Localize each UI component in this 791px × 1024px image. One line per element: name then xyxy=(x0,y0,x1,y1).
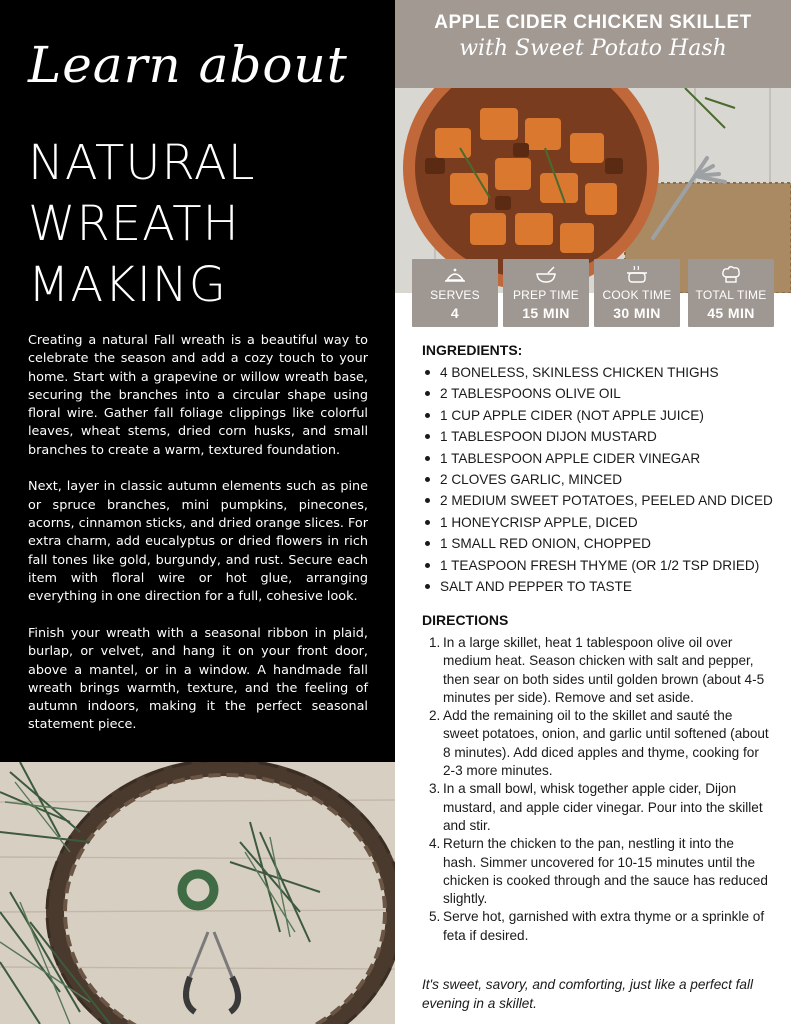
stat-serves xyxy=(412,259,498,327)
recipe-stats xyxy=(412,259,774,327)
mixing-bowl-icon xyxy=(535,265,557,285)
stat-value: 45 MIN xyxy=(707,305,755,321)
stat-value: 30 MIN xyxy=(613,305,661,321)
step-text: Add the remaining oil to the skillet and sauté the sweet potatoes, onion, and garlic until softened (about 8 minutes). Add diced apples and thyme, cooking for 2-3 more minutes. xyxy=(443,708,769,779)
step-text: Return the chicken to the pan, nestling it into the hash. Simmer uncovered for 10-15 minutes until the chicken is cooked through and the sauce has reduced slightly. xyxy=(443,836,768,907)
article-title xyxy=(28,133,255,316)
ingredient-item: 4 BONELESS, SKINLESS CHICKEN THIGHS xyxy=(425,362,775,383)
ingredient-item: 1 TABLESPOON APPLE CIDER VINEGAR xyxy=(425,448,775,469)
stat-label: COOK TIME xyxy=(602,288,672,302)
title-line: WREATH xyxy=(28,196,240,252)
step-number: 4. xyxy=(429,836,441,852)
recipe-title: APPLE CIDER CHICKEN SKILLET xyxy=(434,12,752,33)
article-body xyxy=(28,332,368,753)
ingredient-item: 2 MEDIUM SWEET POTATOES, PEELED AND DICED xyxy=(425,490,775,511)
cooking-pot-icon xyxy=(626,265,648,285)
wreath-illustration xyxy=(0,762,395,1024)
serving-dish-icon xyxy=(444,265,466,285)
wreath-photo xyxy=(0,762,395,1024)
stat-label: TOTAL TIME xyxy=(695,288,767,302)
stat-value: 4 xyxy=(450,305,460,321)
ingredient-item: 1 TABLESPOON DIJON MUSTARD xyxy=(425,426,775,447)
closing-note: It's sweet, savory, and comforting, just like a perfect fall evening in a skillet. xyxy=(422,977,753,1011)
ingredient-item: 1 CUP APPLE CIDER (NOT APPLE JUICE) xyxy=(425,405,775,426)
step-text: In a small bowl, whisk together apple cider, Dijon mustard, and apple cider vinegar. Pour into the skillet and stir. xyxy=(443,781,763,833)
article-paragraph: Creating a natural Fall wreath is a beautiful way to celebrate the season and add a cozy touch to your home. Start with a grapevine or willow wreath base, securing the branches into a circular shape using floral wire. Gather fall foliage clippings like colorful leaves, wheat stems, dried corn husks, and small branches to create a warm, textured foundation. xyxy=(28,333,368,458)
stat-prep-time xyxy=(503,259,589,327)
script-title: Learn about xyxy=(28,36,348,94)
ingredient-item: 1 HONEYCRISP APPLE, DICED xyxy=(425,512,775,533)
directions-list xyxy=(429,634,769,945)
direction-step xyxy=(429,780,769,835)
stat-total-time xyxy=(688,259,774,327)
title-line: NATURAL xyxy=(28,135,256,191)
direction-step xyxy=(429,707,769,780)
stat-value: 15 MIN xyxy=(522,305,570,321)
ingredients-heading: INGREDIENTS: xyxy=(422,342,523,358)
ingredients-list xyxy=(425,362,775,597)
step-text: Serve hot, garnished with extra thyme or a sprinkle of feta if desired. xyxy=(443,909,765,943)
step-text: In a large skillet, heat 1 tablespoon olive oil over medium heat. Season chicken with salt and pepper, then sear on both sides until golden brown (about 4-5 minutes per side). Remove and set aside. xyxy=(443,635,765,705)
stat-cook-time xyxy=(594,259,680,327)
direction-step xyxy=(429,634,769,707)
title-line: MAKING xyxy=(28,257,227,313)
wreath-article-panel xyxy=(0,0,395,1024)
step-number: 3. xyxy=(429,781,441,797)
recipe-header xyxy=(395,0,791,88)
ingredient-item: 1 SMALL RED ONION, CHOPPED xyxy=(425,533,775,554)
direction-step xyxy=(429,835,769,908)
stat-label: SERVES xyxy=(430,288,480,302)
step-number: 2. xyxy=(429,708,441,724)
article-paragraph: Finish your wreath with a seasonal ribbon in plaid, burlap, or velvet, and hang it on your front door, above a mantel, or in a window. A handmade fall wreath brings warmth, texture, and the feeling of autumn indoors, making it the perfect seasonal statement piece. xyxy=(28,625,368,733)
article-paragraph: Next, layer in classic autumn elements such as pine or spruce branches, mini pumpkins, pinecones, acorns, cinnamon sticks, and dried orange slices. For extra charm, add eucalyptus or dried flowers in rich fall tones like gold, burgundy, and rust. Secure each item with floral wire or hot glue, arranging everything in one direction for a full, cohesive look. xyxy=(28,479,369,605)
ingredient-item: SALT AND PEPPER TO TASTE xyxy=(425,576,775,597)
chef-hat-icon xyxy=(720,265,742,285)
step-number: 1. xyxy=(429,635,441,650)
ingredient-item: 1 TEASPOON FRESH THYME (OR 1/2 TSP DRIED) xyxy=(425,555,775,576)
recipe-subtitle: with Sweet Potato Hash xyxy=(459,36,727,61)
step-number: 5. xyxy=(429,909,441,925)
directions-heading: DIRECTIONS xyxy=(422,612,509,628)
ingredient-item: 2 CLOVES GARLIC, MINCED xyxy=(425,469,775,490)
stat-label: PREP TIME xyxy=(512,288,580,302)
ingredient-item: 2 TABLESPOONS OLIVE OIL xyxy=(425,383,775,404)
direction-step xyxy=(429,908,769,945)
